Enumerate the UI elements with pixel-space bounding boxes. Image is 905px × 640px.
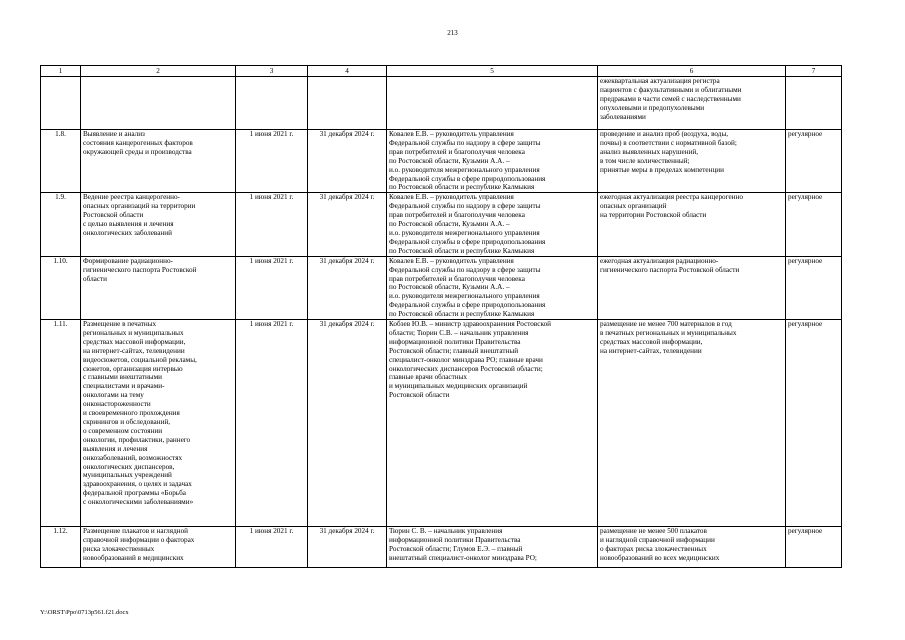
start-date-cell: 1 июня 2021 г. [236,256,308,319]
table-row [41,130,842,193]
result-cell: ежеквартальная актуализация регистра пациентов с факультативными и облигатными предраками в части семей с наследственными опухолевыми и предопухолевыми заболеваниями [598,77,786,130]
result-cell: размещение не менее 500 плакатов и наглядной справочной информации о факторах риска злокачественных новообразований во всех медицинских [598,527,786,568]
item-number: 1.10. [41,256,81,319]
column-header: 5 [387,66,598,77]
end-date-cell: 31 декабря 2024 г. [308,193,387,256]
column-number-row [41,66,842,77]
frequency-cell: регулярное [786,256,842,319]
result-cell: ежегодная актуализация реестра канцерогенно опасных организаций на территории Ростовской области [598,193,786,256]
activity-cell: Выявление и анализ состояния канцерогенных факторов окружающей среды и производства [81,130,236,193]
end-date-cell [308,77,387,130]
frequency-cell: регулярное [786,527,842,568]
result-cell: ежегодная актуализация радиационно- гигиенического паспорта Ростовской области [598,256,786,319]
table-row [41,320,842,527]
table-row [41,256,842,319]
end-date-cell: 31 декабря 2024 г. [308,130,387,193]
start-date-cell [236,77,308,130]
responsible-cell: Ковалев Е.В. – руководитель управления Федеральной службы по надзору в сфере защиты прав потребителей и благополучия человека по Ростовской области, Кузьмин А.А. – и.о. руководителя межрегионального управления Федеральной службы в сфере природопользования по Ростовской области и республике Калмыкия [387,193,598,256]
activity-cell [81,77,236,130]
table-row [41,193,842,256]
column-header: 4 [308,66,387,77]
column-header: 2 [81,66,236,77]
page-number: 213 [447,29,458,37]
responsible-cell: Тюрин С. В. – начальник управления информационной политики Правительства Ростовской области; Глумов Е.Э. – главный внештатный специалист-онколог минздрава РО; [387,527,598,568]
item-number: 1.12. [41,527,81,568]
table-row [41,77,842,130]
frequency-cell: регулярное [786,320,842,527]
measures-table [40,65,842,568]
table-row [41,527,842,568]
result-cell: размещение не менее 700 материалов в год в печатных региональных и муниципальных средствах массовой информации, на интернет-сайтах, телевидении [598,320,786,527]
column-header: 7 [786,66,842,77]
column-header: 3 [236,66,308,77]
frequency-cell: регулярное [786,130,842,193]
column-header: 1 [41,66,81,77]
column-header: 6 [598,66,786,77]
activity-cell: Размещение плакатов и наглядной справочной информации о факторах риска злокачественных новообразований в медицинских [81,527,236,568]
responsible-cell [387,77,598,130]
responsible-cell: Ковалев Е.В. – руководитель управления Федеральной службы по надзору в сфере защиты прав потребителей и благополучия человека по Ростовской области, Кузьмин А.А. – и.о. руководителя межрегионального управления Федеральной службы в сфере природопользования по Ростовской области и республике Калмыкия [387,256,598,319]
activity-cell: Размещение в печатных региональных и муниципальных средствах массовой информации, на интернет-сайтах, телевидении видеосюжетов, социальной рекламы, сюжетов, организация интервью с главными внештатными специалистами и врачами- онкологами на тему онконастороженности и своевременного прохождения скринингов и обследований, о современном состоянии онкологии, профилактики, раннего выявления и лечения онкозаболеваний, возможностях онкологических диспансеров, муниципальных учреждений здравоохранения, о целях и задачах федеральной программы «Борьба с онкологическими заболеваниями» [81,320,236,527]
end-date-cell: 31 декабря 2024 г. [308,527,387,568]
item-number: 1.8. [41,130,81,193]
end-date-cell: 31 декабря 2024 г. [308,320,387,527]
result-cell: проведение и анализ проб (воздуха, воды, почвы) в соответствии с нормативной базой; анализ выявленных нарушений, в том числе количественный; принятые меры в пределах компетенции [598,130,786,193]
activity-cell: Ведение реестра канцерогенно- опасных организаций на территории Ростовской области с целью выявления и лечения онкологических заболеваний [81,193,236,256]
item-number: 1.9. [41,193,81,256]
responsible-cell: Кобзев Ю.В. – министр здравоохранения Ростовской области; Тюрин С.В. – начальник управления информационной политики Правительства Ростовской области; главный внештатный специалист-онколог минздрава РО; главные врачи онкологических диспансеров Ростовской области; главные врачи областных и муниципальных медицинских организаций Ростовской области [387,320,598,527]
item-number: 1.11. [41,320,81,527]
start-date-cell: 1 июня 2021 г. [236,130,308,193]
frequency-cell: регулярное [786,193,842,256]
document-file-path: Y:\ORST\Ppo\0713p561.f21.docx [40,609,129,616]
start-date-cell: 1 июня 2021 г. [236,527,308,568]
start-date-cell: 1 июня 2021 г. [236,320,308,527]
item-number [41,77,81,130]
frequency-cell [786,77,842,130]
activity-cell: Формирование радиационно- гигиенического паспорта Ростовской области [81,256,236,319]
end-date-cell: 31 декабря 2024 г. [308,256,387,319]
start-date-cell: 1 июня 2021 г. [236,193,308,256]
responsible-cell: Ковалев Е.В. – руководитель управления Федеральной службы по надзору в сфере защиты прав потребителей и благополучия человека по Ростовской области, Кузьмин А.А. – и.о. руководителя межрегионального управления Федеральной службы в сфере природопользования по Ростовской области и республике Калмыкия [387,130,598,193]
